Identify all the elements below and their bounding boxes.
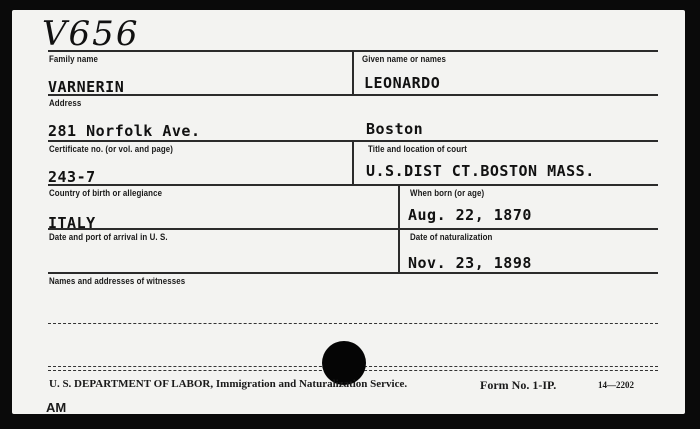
- given-name-label: Given name or names: [362, 54, 446, 64]
- court-label: Title and location of court: [368, 144, 468, 154]
- row-rule-4: [48, 184, 658, 186]
- column-divider-2: [352, 140, 354, 184]
- family-name-value: VARNERIN: [48, 78, 125, 96]
- witnesses-label: Names and addresses of witnesses: [49, 276, 186, 286]
- naturalization-date-value: Nov. 23, 1898: [408, 254, 532, 272]
- arrival-label: Date and port of arrival in U. S.: [49, 232, 168, 242]
- family-name-label: Family name: [49, 54, 98, 64]
- city-value: Boston: [366, 120, 424, 138]
- department-footer: U. S. DEPARTMENT OF LABOR, Immigration and Naturalization Service.: [49, 378, 408, 390]
- form-number: Form No. 1-IP.: [480, 378, 557, 392]
- naturalization-date-label: Date of naturalization: [410, 232, 493, 242]
- naturalization-index-card: [12, 10, 685, 414]
- witness-line-1: [48, 323, 658, 324]
- handwritten-card-number: V656: [42, 14, 140, 54]
- bottom-stamp: AM: [46, 400, 67, 415]
- form-code: 14—2202: [598, 380, 634, 390]
- given-name-value: LEONARDO: [364, 74, 441, 92]
- certificate-value: 243-7: [48, 168, 96, 186]
- address-label: Address: [49, 98, 82, 108]
- when-born-label: When born (or age): [410, 188, 485, 198]
- when-born-value: Aug. 22, 1870: [408, 206, 532, 224]
- row-rule-2: [48, 94, 658, 96]
- row-rule-6: [48, 272, 658, 274]
- column-divider-1: [352, 50, 354, 94]
- row-rule-5: [48, 228, 658, 230]
- court-value: U.S.DIST CT.BOSTON MASS.: [366, 162, 595, 180]
- country-label: Country of birth or allegiance: [49, 188, 163, 198]
- address-value: 281 Norfolk Ave.: [48, 122, 201, 140]
- country-value: ITALY: [48, 214, 96, 232]
- certificate-label: Certificate no. (or vol. and page): [49, 144, 174, 154]
